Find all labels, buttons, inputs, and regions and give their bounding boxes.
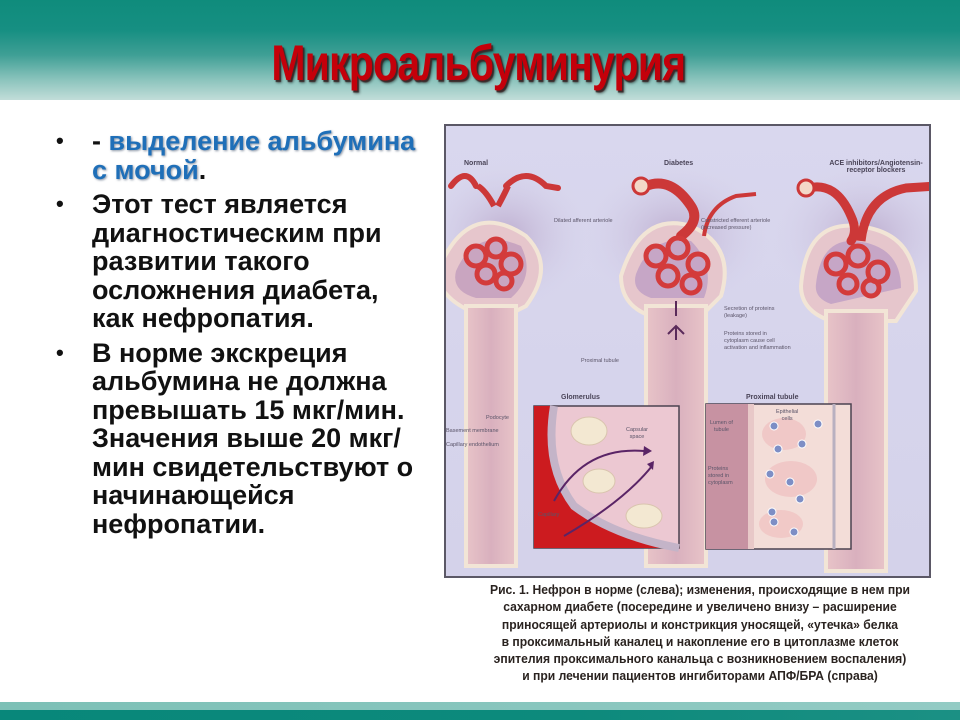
caption-line: и при лечении пациентов ингибиторами АПФ/БРА (справа) [522, 668, 878, 684]
annotation-line: cells [781, 416, 793, 422]
annotation-basement-membrane: Basement membrane [446, 428, 499, 434]
annotation-line: Proteins stored in [724, 331, 767, 337]
bullet-text: В норме экскреция альбумина не должна превышать 15 мкг/мин. Значения выше 20 мкг/мин свидетельствуют о начинающейся нефропатии. [92, 337, 414, 539]
nephron-diagram-icon [446, 126, 931, 578]
annotation-line: stored in [708, 473, 730, 479]
annotation-line: (increased pressure) [701, 225, 752, 231]
annotation-epithelial [776, 409, 798, 423]
bullet-item-definition [56, 127, 426, 184]
annotation-proximal-tubule: Proximal tubule [581, 358, 619, 364]
annotation-capsular-space [626, 427, 648, 441]
annotation-line: Epithelial [776, 409, 799, 415]
panel-label-proximal-tubule: Proximal tubule [746, 394, 799, 401]
annotation-lumen [710, 420, 733, 434]
caption-line: приносящей артериолы и констрикция уносящей, «утечка» белка [501, 616, 899, 632]
bullet-text: Этот тест является диагностическим при развитии такого осложнения диабета, как нефропатия. [92, 189, 382, 333]
annotation-line: Capsular [626, 427, 649, 433]
annotation-inset-stored [708, 466, 733, 487]
annotation-stored [724, 331, 791, 352]
annotation-line: activation and inflammation [724, 345, 791, 351]
bullet-marker: • [56, 128, 64, 153]
bullet-suffix: . [198, 154, 207, 185]
panel-label-normal: Normal [464, 160, 489, 167]
annotation-line: tubule [713, 427, 729, 433]
annotation-dilated-afferent: Dilated afferent arteriole [554, 218, 613, 224]
annotation-line: (leakage) [724, 313, 747, 319]
panel-label-glomerulus: Glomerulus [561, 394, 600, 401]
annotation-secretion [724, 306, 774, 320]
annotation-capillary-endothelium: Capillary endothelium [446, 442, 499, 448]
nephron-illustration [444, 124, 931, 578]
annotation-line: cytoplasm [708, 480, 733, 486]
bullet-marker: • [56, 339, 64, 365]
caption-line: эпителия проксимального канальца с возникновением воспаления) [493, 651, 907, 667]
annotation-line: cytoplasm cause cell [724, 338, 775, 344]
annotation-line: space [629, 434, 645, 440]
bullet-marker: • [56, 191, 64, 216]
annotation-line: Proteins [708, 466, 729, 472]
caption-line: Рис. 1. Нефрон в норме (слева); изменения, происходящие в нем при [489, 582, 911, 597]
glomerulus-inset [534, 406, 679, 548]
annotation-podocyte: Podocyte [486, 415, 509, 421]
annotation-constricted-efferent [701, 218, 770, 232]
panel-label-ace-line2: receptor blockers [846, 167, 906, 174]
annotation-line: Constricted efferent arteriole [701, 218, 771, 224]
footer-band-dark [0, 710, 960, 720]
panel-label-diabetes: Diabetes [664, 160, 694, 167]
panel-label-ace-line1: ACE inhibitors/Angiotensin- [829, 160, 923, 167]
caption-line: сахарном диабете (посередине и увеличено внизу – расширение [503, 599, 897, 615]
footer-band-light [0, 702, 960, 710]
bullet-item-norm [56, 339, 426, 539]
bullet-item-diagnostic [56, 190, 426, 333]
annotation-capillary: Capillary [538, 512, 560, 518]
annotation-line: Lumen of [710, 420, 733, 426]
panel-label-ace [816, 160, 931, 174]
caption-line: в проксимальный каналец и накопление его в цитоплазме клеток [501, 633, 899, 649]
annotation-line: Secretion of proteins [724, 306, 775, 312]
bullet-list [56, 127, 426, 544]
bullet-prefix: - [92, 126, 109, 156]
figure-caption [461, 581, 939, 685]
slide-title: Микроальбуминурия [271, 35, 686, 91]
highlighted-term: выделение альбумина с мочой [92, 126, 416, 185]
